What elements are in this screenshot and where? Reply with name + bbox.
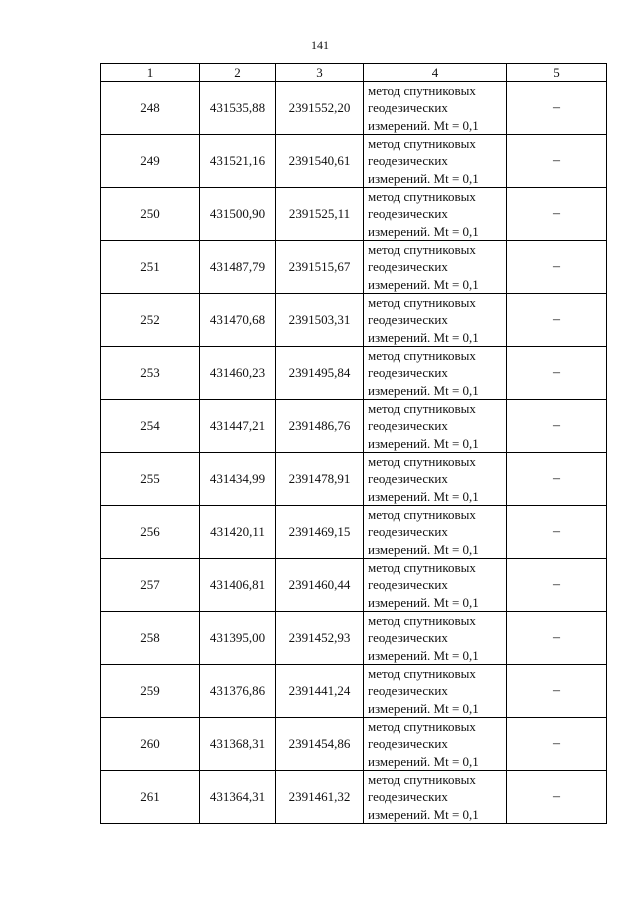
y-coordinate-cell: 2391452,93 xyxy=(276,612,364,665)
method-line: геодезических xyxy=(368,153,448,169)
note-cell: – xyxy=(507,241,607,294)
table-row xyxy=(101,559,607,612)
method-line: измерений. Mt = 0,1 xyxy=(368,170,479,186)
table-row xyxy=(101,506,607,559)
point-number-cell: 257 xyxy=(101,559,200,612)
method-line: метод спутниковых xyxy=(368,401,476,417)
x-coordinate-cell: 431368,31 xyxy=(200,718,276,771)
method-line: измерений. Mt = 0,1 xyxy=(368,753,479,769)
y-coordinate-cell: 2391503,31 xyxy=(276,294,364,347)
table-body xyxy=(101,82,607,824)
x-coordinate-cell: 431364,31 xyxy=(200,771,276,824)
point-number-cell: 255 xyxy=(101,453,200,506)
table-row xyxy=(101,453,607,506)
x-coordinate-cell: 431434,99 xyxy=(200,453,276,506)
table-row xyxy=(101,612,607,665)
point-number-cell: 249 xyxy=(101,135,200,188)
point-number-cell: 248 xyxy=(101,82,200,135)
y-coordinate-cell: 2391454,86 xyxy=(276,718,364,771)
y-coordinate-cell: 2391486,76 xyxy=(276,400,364,453)
method-line: измерений. Mt = 0,1 xyxy=(368,435,479,451)
x-coordinate-cell: 431535,88 xyxy=(200,82,276,135)
table-row xyxy=(101,241,607,294)
note-cell: – xyxy=(507,453,607,506)
note-cell: – xyxy=(507,559,607,612)
method-line: измерений. Mt = 0,1 xyxy=(368,329,479,345)
note-cell: – xyxy=(507,718,607,771)
method-line: геодезических xyxy=(368,206,448,222)
x-coordinate-cell: 431521,16 xyxy=(200,135,276,188)
method-line: измерений. Mt = 0,1 xyxy=(368,276,479,292)
table-row xyxy=(101,294,607,347)
note-cell: – xyxy=(507,506,607,559)
note-cell: – xyxy=(507,612,607,665)
x-coordinate-cell: 431406,81 xyxy=(200,559,276,612)
note-cell: – xyxy=(507,771,607,824)
method-cell xyxy=(364,453,507,506)
y-coordinate-cell: 2391461,32 xyxy=(276,771,364,824)
header-col-1: 1 xyxy=(101,64,200,82)
header-col-4: 4 xyxy=(364,64,507,82)
point-number-cell: 259 xyxy=(101,665,200,718)
y-coordinate-cell: 2391469,15 xyxy=(276,506,364,559)
method-line: геодезических xyxy=(368,418,448,434)
x-coordinate-cell: 431487,79 xyxy=(200,241,276,294)
note-cell: – xyxy=(507,400,607,453)
method-line: измерений. Mt = 0,1 xyxy=(368,806,479,822)
method-line: измерений. Mt = 0,1 xyxy=(368,223,479,239)
method-line: измерений. Mt = 0,1 xyxy=(368,488,479,504)
table-row xyxy=(101,665,607,718)
point-number-cell: 256 xyxy=(101,506,200,559)
x-coordinate-cell: 431376,86 xyxy=(200,665,276,718)
point-number-cell: 250 xyxy=(101,188,200,241)
y-coordinate-cell: 2391515,67 xyxy=(276,241,364,294)
method-cell xyxy=(364,506,507,559)
x-coordinate-cell: 431395,00 xyxy=(200,612,276,665)
method-cell xyxy=(364,718,507,771)
method-cell xyxy=(364,82,507,135)
x-coordinate-cell: 431460,23 xyxy=(200,347,276,400)
y-coordinate-cell: 2391525,11 xyxy=(276,188,364,241)
method-cell xyxy=(364,294,507,347)
point-number-cell: 253 xyxy=(101,347,200,400)
x-coordinate-cell: 431470,68 xyxy=(200,294,276,347)
method-line: геодезических xyxy=(368,100,448,116)
table-row xyxy=(101,188,607,241)
method-line: измерений. Mt = 0,1 xyxy=(368,117,479,133)
method-cell xyxy=(364,347,507,400)
x-coordinate-cell: 431420,11 xyxy=(200,506,276,559)
y-coordinate-cell: 2391540,61 xyxy=(276,135,364,188)
method-line: измерений. Mt = 0,1 xyxy=(368,382,479,398)
method-line: метод спутниковых xyxy=(368,242,476,258)
method-cell xyxy=(364,612,507,665)
y-coordinate-cell: 2391495,84 xyxy=(276,347,364,400)
method-line: геодезических xyxy=(368,789,448,805)
method-line: измерений. Mt = 0,1 xyxy=(368,594,479,610)
method-line: метод спутниковых xyxy=(368,295,476,311)
note-cell: – xyxy=(507,347,607,400)
method-line: метод спутниковых xyxy=(368,507,476,523)
method-line: метод спутниковых xyxy=(368,613,476,629)
header-col-2: 2 xyxy=(200,64,276,82)
note-cell: – xyxy=(507,294,607,347)
y-coordinate-cell: 2391478,91 xyxy=(276,453,364,506)
table-header-row xyxy=(101,64,607,82)
method-cell xyxy=(364,400,507,453)
point-number-cell: 261 xyxy=(101,771,200,824)
method-line: метод спутниковых xyxy=(368,719,476,735)
note-cell: – xyxy=(507,665,607,718)
method-cell xyxy=(364,241,507,294)
method-cell xyxy=(364,559,507,612)
note-cell: – xyxy=(507,82,607,135)
header-col-3: 3 xyxy=(276,64,364,82)
table-row xyxy=(101,135,607,188)
method-cell xyxy=(364,771,507,824)
y-coordinate-cell: 2391460,44 xyxy=(276,559,364,612)
x-coordinate-cell: 431447,21 xyxy=(200,400,276,453)
point-number-cell: 252 xyxy=(101,294,200,347)
table-row xyxy=(101,771,607,824)
method-cell xyxy=(364,665,507,718)
method-line: измерений. Mt = 0,1 xyxy=(368,700,479,716)
header-col-5: 5 xyxy=(507,64,607,82)
y-coordinate-cell: 2391552,20 xyxy=(276,82,364,135)
note-cell: – xyxy=(507,135,607,188)
table-row xyxy=(101,347,607,400)
method-line: измерений. Mt = 0,1 xyxy=(368,541,479,557)
method-line: метод спутниковых xyxy=(368,772,476,788)
method-line: метод спутниковых xyxy=(368,348,476,364)
method-line: геодезических xyxy=(368,312,448,328)
note-cell: – xyxy=(507,188,607,241)
point-number-cell: 254 xyxy=(101,400,200,453)
method-line: геодезических xyxy=(368,259,448,275)
method-line: геодезических xyxy=(368,471,448,487)
coordinates-table xyxy=(100,63,607,824)
method-line: геодезических xyxy=(368,630,448,646)
method-line: метод спутниковых xyxy=(368,189,476,205)
method-line: измерений. Mt = 0,1 xyxy=(368,647,479,663)
point-number-cell: 258 xyxy=(101,612,200,665)
method-line: геодезических xyxy=(368,683,448,699)
point-number-cell: 251 xyxy=(101,241,200,294)
method-line: геодезических xyxy=(368,365,448,381)
table-row xyxy=(101,82,607,135)
page-number: 141 xyxy=(311,38,329,52)
point-number-cell: 260 xyxy=(101,718,200,771)
method-line: метод спутниковых xyxy=(368,83,476,99)
method-line: геодезических xyxy=(368,577,448,593)
table-row xyxy=(101,718,607,771)
table-row xyxy=(101,400,607,453)
y-coordinate-cell: 2391441,24 xyxy=(276,665,364,718)
method-line: метод спутниковых xyxy=(368,560,476,576)
x-coordinate-cell: 431500,90 xyxy=(200,188,276,241)
method-line: метод спутниковых xyxy=(368,136,476,152)
method-line: геодезических xyxy=(368,736,448,752)
method-cell xyxy=(364,188,507,241)
method-cell xyxy=(364,135,507,188)
method-line: метод спутниковых xyxy=(368,454,476,470)
method-line: геодезических xyxy=(368,524,448,540)
method-line: метод спутниковых xyxy=(368,666,476,682)
